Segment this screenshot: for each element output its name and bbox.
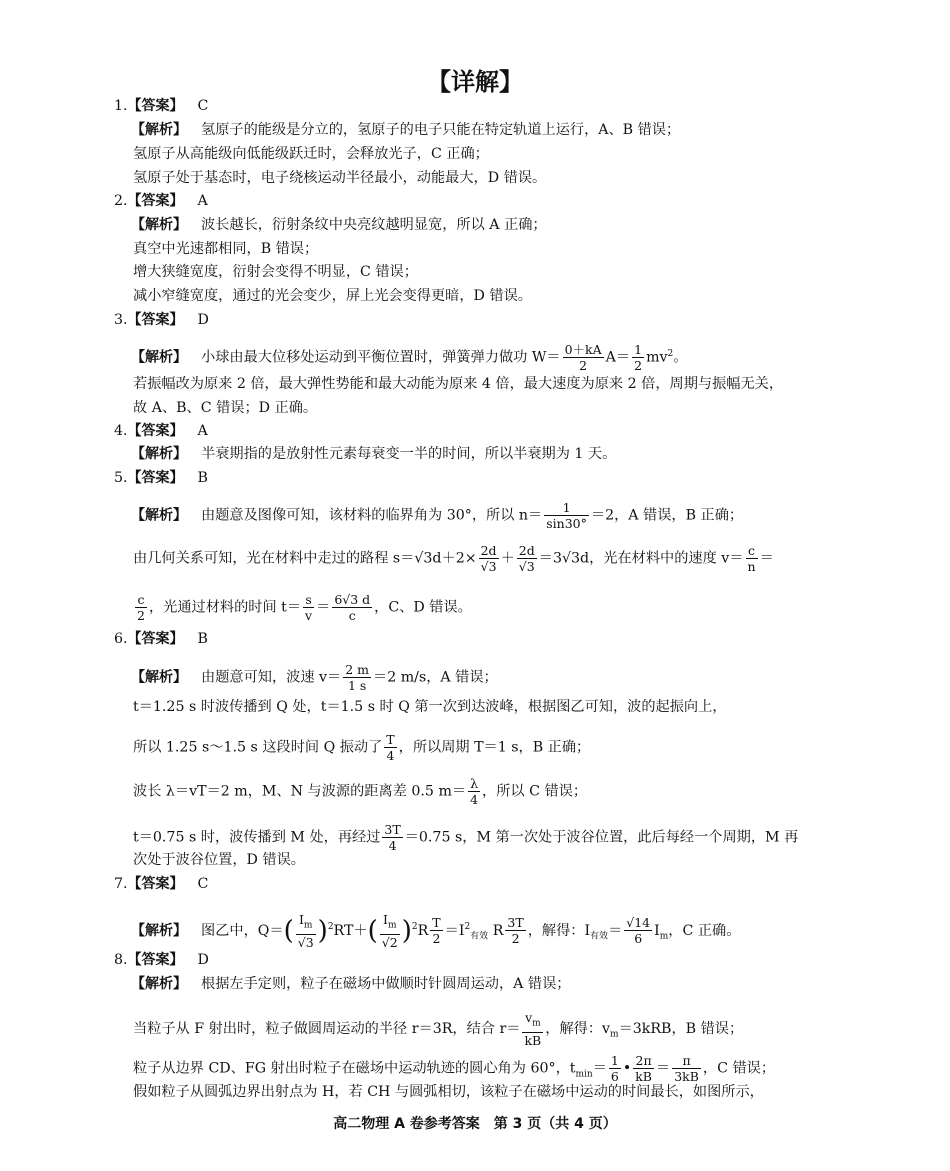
question-number: 3. xyxy=(114,312,128,328)
fraction: $\frac{c}{2}$ xyxy=(137,592,145,623)
analysis-line: 次处于波谷位置，D 错误。 xyxy=(133,852,305,868)
fraction: $\frac{I_m}{√3}$ xyxy=(297,912,314,950)
answer-value: A xyxy=(197,193,208,209)
answer-label: 【答案】 xyxy=(127,631,184,647)
answer-label: 【答案】 xyxy=(127,312,184,328)
answer-value: C xyxy=(197,876,209,892)
analysis-line: 真空中光速都相同，B 错误； xyxy=(133,241,319,257)
answer-label: 【答案】 xyxy=(127,952,184,968)
question-number: 7. xyxy=(114,876,128,892)
analysis-line: 【解析】 根据左手定则，粒子在磁场中做顺时针圆周运动，A 错误； xyxy=(131,976,571,992)
question-number: 4. xyxy=(114,423,128,439)
question-number: 8. xyxy=(114,952,128,968)
answer-value: B xyxy=(197,631,208,647)
fraction: $\frac{6√3 d}{c}$ xyxy=(334,592,371,623)
analysis-label: 【解析】 xyxy=(131,976,187,992)
fraction: $\frac{√14}{6}$ xyxy=(626,915,651,947)
analysis-line: 故 A、B、C 错误；D 正确。 xyxy=(133,400,318,416)
answer-label: 【答案】 xyxy=(127,470,184,486)
answer-label: 【答案】 xyxy=(127,193,184,209)
answer-label: 【答案】 xyxy=(127,423,184,439)
analysis-line: 氢原子从高能级向低能级跃迁时，会释放光子，C 正确； xyxy=(133,146,489,162)
analysis-line: 氢原子处于基态时，电子绕核运动半径最小，动能最大，D 错误。 xyxy=(133,170,547,186)
analysis-line: 【解析】 由题意及图像可知，该材料的临界角为 30°，所以 n＝ $\frac{1}{\sin 30^\circ}$ ＝2，A 错误，B 正确； xyxy=(131,500,744,531)
question-number: 5. xyxy=(114,470,128,486)
analysis-line: 【解析】 波长越长，衍射条纹中央亮纹越明显宽，所以 A 正确； xyxy=(131,217,547,233)
fraction: $\frac{T}{4}$ xyxy=(386,732,395,763)
analysis-line: t＝1.25 s 时波传播到 Q 处，t＝1.5 s 时 Q 第一次到达波峰，根据图乙可知，波的起振向上， xyxy=(133,699,727,715)
question-number: 6. xyxy=(114,631,128,647)
analysis-label: 【解析】 xyxy=(131,217,187,233)
analysis-label: 【解析】 xyxy=(131,922,187,939)
analysis-label: 【解析】 xyxy=(131,507,187,524)
fraction: $\frac{\pi}{3kB}$ xyxy=(674,1053,699,1084)
question-7 xyxy=(114,874,208,894)
answer-value: B xyxy=(197,470,208,486)
analysis-line: 波长 λ＝vT＝2 m，M、N 与波源的距离差 0.5 m＝ $\frac{\lambda}{4}$ ，所以 C 错误； xyxy=(133,776,588,807)
analysis-line: t＝0.75 s 时，波传播到 M 处，再经过 $\frac{3T}{4}$ ＝0.75 s，M 第一次处于波谷位置，此后每经一个周期，M 再 xyxy=(133,822,799,853)
analysis-line: 【解析】 由题意可知，波速 v＝ $\frac{2 m}{1 s}$ ＝2 m/s，A 错误； xyxy=(131,662,498,693)
analysis-line: 当粒子从 F 射出时，粒子做圆周运动的半径 r＝3R，结合 r＝ $\frac{v_m}{kB}$ ，解得：$v_m=3kRB$，B 错误； xyxy=(133,1010,744,1048)
analysis-line: 假如粒子从圆弧边界出射点为 H，若 CH 与圆弧相切，该粒子在磁场中运动的时间最长，如图所示， xyxy=(133,1084,764,1100)
answer-label: 【答案】 xyxy=(127,98,184,114)
question-number: 1. xyxy=(114,98,128,114)
fraction: $\frac{2d}{√3}$ xyxy=(480,543,497,574)
page-footer: 高二物理 A 卷参考答案 第 3 页（共 4 页） xyxy=(333,1116,617,1132)
fraction: $\frac{v_m}{kB}$ xyxy=(524,1010,542,1048)
fraction: $\frac{2 m}{1 s}$ xyxy=(345,662,369,693)
analysis-line: 【解析】 图乙中，Q＝( $\frac{I_m}{√3}$ )$^2$RT＋( $\frac{I_m}{√2}$ )$^2$R $\frac{T}{2}$ $=I^2_{有效}$ R $\frac{3T}{2}$ ，解得：$I_{有效}=$ $\frac{√14}{6}$ $I_m$，C 正确。 xyxy=(131,912,741,950)
analysis-line: 减小窄缝宽度，通过的光会变少，屏上光会变得更暗，D 错误。 xyxy=(133,288,532,304)
fraction: $\frac{s}{v}$ xyxy=(305,592,313,623)
question-8 xyxy=(114,950,209,970)
analysis-line: 粒子从边界 CD、FG 射出时粒子在磁场中运动轨迹的圆心角为 60°，$t_{min}=$ $\frac{1}{6}$ • $\frac{2\pi}{kB}$ ＝ $\frac{\pi}{3kB}$ ，C 错误； xyxy=(133,1053,776,1084)
question-2 xyxy=(114,191,208,211)
fraction: $\frac{1}{6}$ xyxy=(610,1053,619,1084)
answer-value: A xyxy=(197,423,208,439)
fraction: $\frac{2\pi}{kB}$ xyxy=(635,1053,652,1084)
fraction: $\frac{I_m}{√2}$ xyxy=(381,912,398,950)
page-title: 【详解】 xyxy=(427,68,523,96)
fraction: $\frac{0+kA}{2}$ xyxy=(564,342,602,373)
question-4 xyxy=(114,421,208,441)
analysis-line: $\frac{c}{2}$ ，光通过材料的时间 t＝ $\frac{s}{v}$ ＝ $\frac{6√3 d}{c}$ ，C、D 错误。 xyxy=(137,592,472,623)
answer-value: D xyxy=(197,312,209,328)
analysis-label: 【解析】 xyxy=(131,349,187,366)
fraction: $\frac{T}{2}$ xyxy=(432,915,441,947)
analysis-label: 【解析】 xyxy=(131,669,187,686)
fraction: $\frac{3T}{4}$ xyxy=(384,822,401,853)
answer-value: C xyxy=(197,98,209,114)
question-1 xyxy=(114,96,208,116)
answer-value: D xyxy=(197,952,209,968)
fraction: $\frac{3T}{2}$ xyxy=(507,915,524,947)
question-5 xyxy=(114,468,208,488)
fraction: $\frac{1}{\sin 30^\circ}$ xyxy=(546,500,587,531)
fraction: $\frac{1}{2}$ xyxy=(634,342,643,373)
analysis-label: 【解析】 xyxy=(131,446,187,462)
fraction: $\frac{2d}{√3}$ xyxy=(518,543,535,574)
analysis-label: 【解析】 xyxy=(131,122,187,138)
fraction: $\frac{\lambda}{4}$ xyxy=(470,776,479,807)
analysis-line: 由几何关系可知，光在材料中走过的路程 s＝√3d＋2× $\frac{2d}{√3}$ ＋ $\frac{2d}{√3}$ ＝3√3d，光在材料中的速度 v＝ $\frac{c}{n}$ ＝ xyxy=(133,543,774,574)
answer-label: 【答案】 xyxy=(127,876,184,892)
analysis-line: 所以 1.25 s～1.5 s 这段时间 Q 振动了 $\frac{T}{4}$ ，所以周期 T＝1 s，B 正确； xyxy=(133,732,591,763)
analysis-line: 【解析】 半衰期指的是放射性元素每衰变一半的时间，所以半衰期为 1 天。 xyxy=(131,446,617,462)
analysis-line: 若振幅改为原来 2 倍，最大弹性势能和最大动能为原来 4 倍，最大速度为原来 2 倍，周期与振幅无关， xyxy=(133,376,784,392)
analysis-line: 【解析】 小球由最大位移处运动到平衡位置时，弹簧弹力做功 W＝ $\frac{0+kA}{2}$ A＝ $\frac{1}{2}$ $mv^2$。 xyxy=(131,342,688,373)
question-number: 2. xyxy=(114,193,128,209)
question-3 xyxy=(114,310,209,330)
analysis-line: 【解析】 氢原子的能级是分立的，氢原子的电子只能在特定轨道上运行，A、B 错误； xyxy=(131,122,681,138)
question-6 xyxy=(114,629,208,649)
analysis-line: 增大狭缝宽度，衍射会变得不明显，C 错误； xyxy=(133,264,418,280)
fraction: $\frac{c}{n}$ xyxy=(747,543,756,574)
